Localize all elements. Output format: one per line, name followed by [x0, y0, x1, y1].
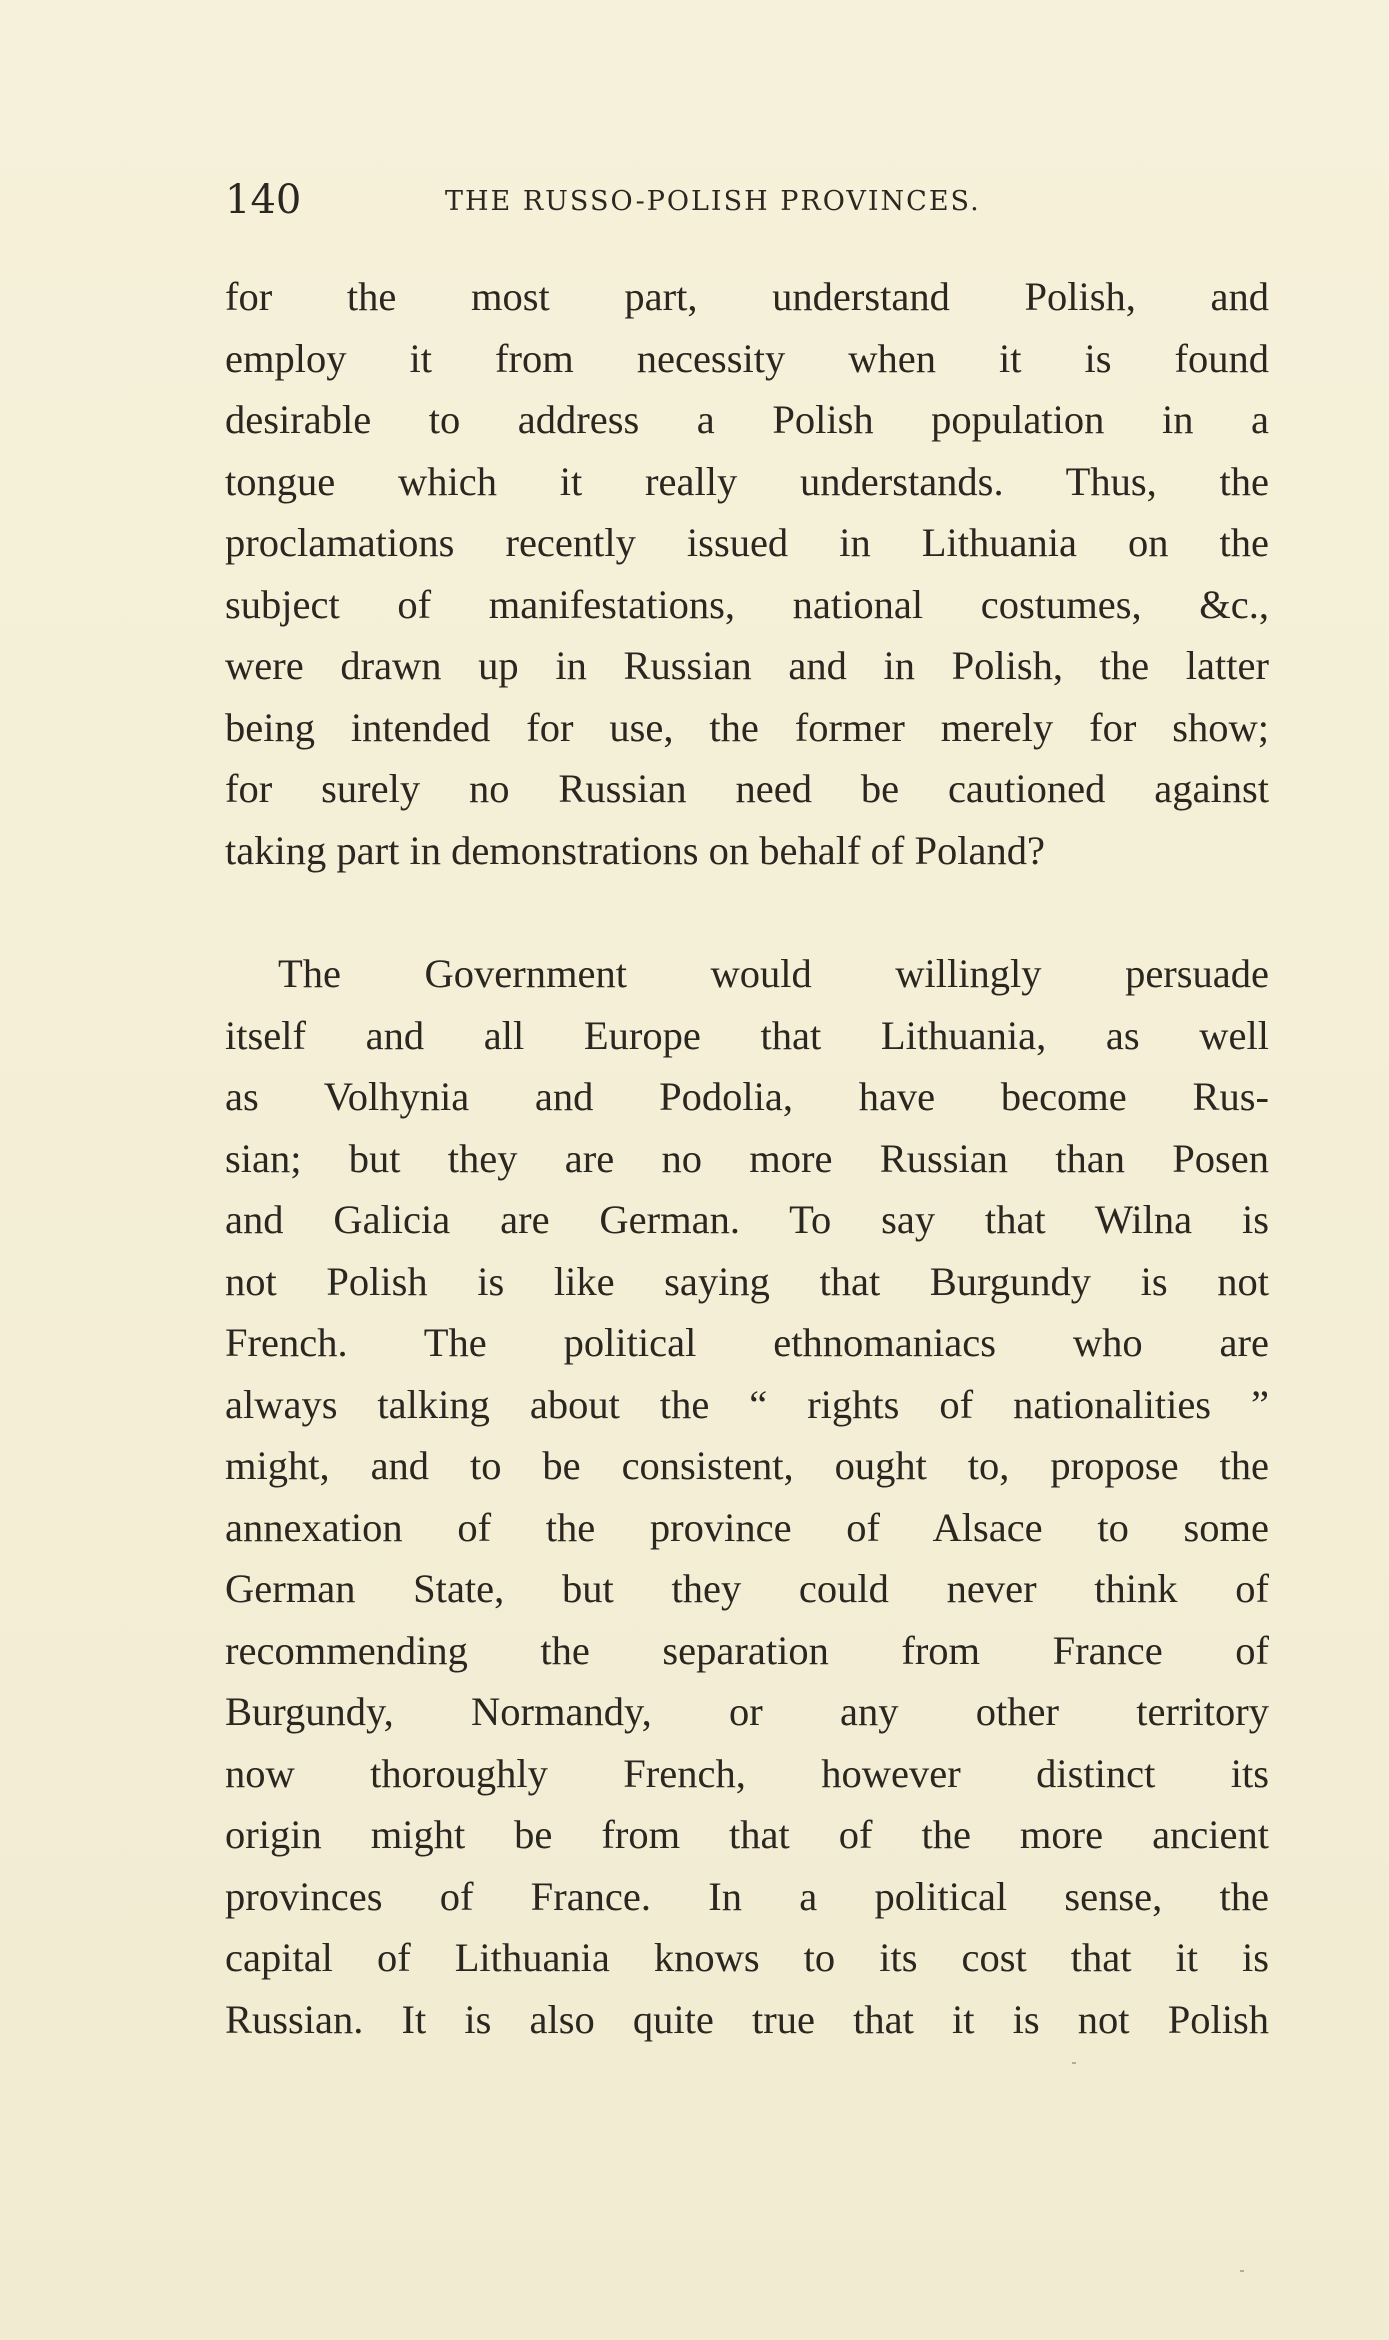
text-line: Burgundy, Normandy, or any other territory — [225, 1689, 1269, 1734]
paragraph-1 — [225, 266, 1269, 881]
text-line: and Galicia are German. To say that Wilna is — [225, 1197, 1269, 1242]
text-line: proclamations recently issued in Lithuania on the — [225, 520, 1269, 565]
text-line: itself and all Europe that Lithuania, as well — [225, 1012, 1269, 1058]
text-line: recommending the separation from France of — [225, 1627, 1269, 1673]
text-line: taking part in demonstrations on behalf of Poland? — [225, 827, 1045, 873]
text-line: might, and to be consistent, ought to, propose the — [225, 1443, 1269, 1488]
text-line: for surely no Russian need be cautioned against — [225, 766, 1269, 811]
text-line: origin might be from that of the more ancient — [225, 1812, 1269, 1857]
text-line: capital of Lithuania knows to its cost that it is — [225, 1935, 1269, 1980]
text-line: always talking about the “ rights of nationalities ” — [225, 1381, 1269, 1427]
text-line: German State, but they could never think of — [225, 1566, 1269, 1611]
text-line: provinces of France. In a political sense, the — [225, 1873, 1269, 1919]
paragraph-2 — [225, 943, 1269, 2050]
paragraph-gap — [225, 881, 1269, 943]
paper-speck — [1240, 2270, 1244, 2272]
text-line: desirable to address a Polish population in a — [225, 397, 1269, 442]
text-line: now thoroughly French, however distinct its — [225, 1750, 1269, 1796]
text-line: annexation of the province of Alsace to some — [225, 1504, 1269, 1550]
text-line: French. The political ethnomaniacs who are — [225, 1320, 1269, 1365]
text-line: The Government would willingly persuade — [278, 951, 1269, 996]
text-line: sian; but they are no more Russian than Posen — [225, 1135, 1269, 1181]
page-header — [225, 170, 1275, 230]
text-line: Russian. It is also quite true that it is not Polish — [225, 1996, 1269, 2042]
text-line: being intended for use, the former merely for show; — [225, 704, 1269, 750]
text-line: employ it from necessity when it is found — [225, 335, 1269, 381]
running-head: THE RUSSO-POLISH PROVINCES. — [445, 186, 981, 217]
page-number: 140 — [225, 177, 302, 223]
text-line: not Polish is like saying that Burgundy is not — [225, 1258, 1269, 1304]
text-line: tongue which it really understands. Thus, the — [225, 458, 1269, 504]
text-line: were drawn up in Russian and in Polish, the latter — [225, 643, 1269, 688]
paper-speck — [1072, 2062, 1076, 2064]
text-line: as Volhynia and Podolia, have become Rus- — [225, 1074, 1269, 1119]
text-line: for the most part, understand Polish, and — [225, 274, 1269, 319]
body-text — [225, 266, 1269, 2050]
text-line: subject of manifestations, national costumes, &c., — [225, 581, 1269, 627]
